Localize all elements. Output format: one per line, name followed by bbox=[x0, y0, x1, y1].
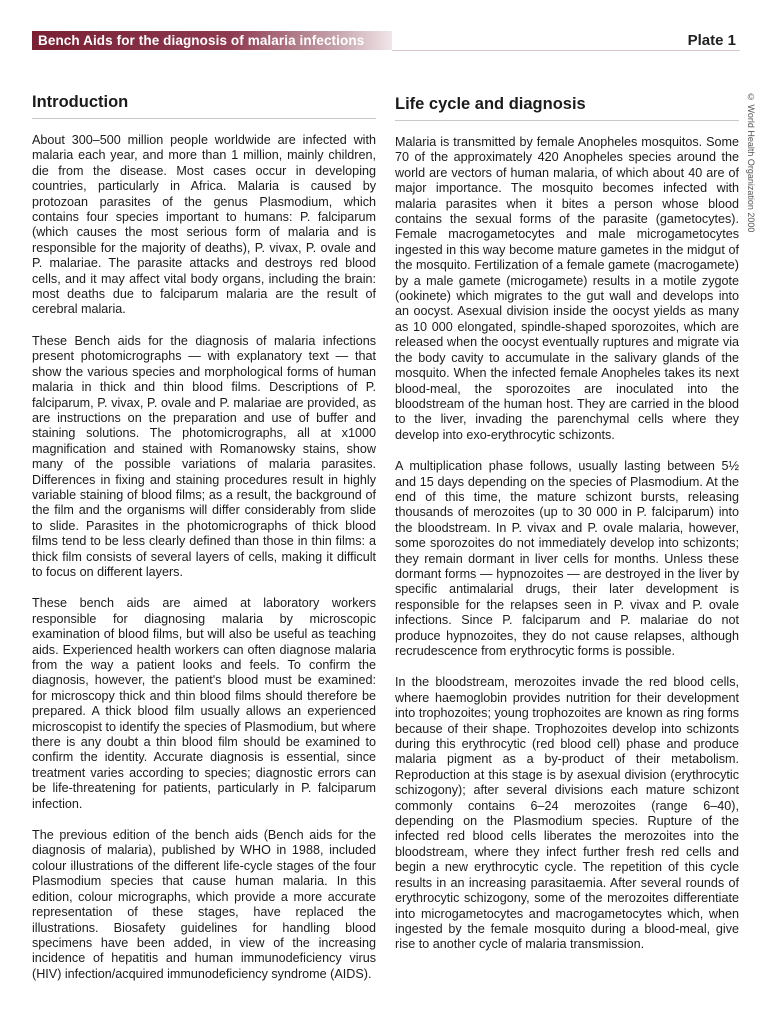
intro-paragraph-3: These bench aids are aimed at laboratory workers responsible for diagnosing malaria by microscopic examination of blood films, but will also be useful as teaching aids. Experienced health workers can often diagnose malaria from the way a patient looks and feels. To confirm the diagnosis, however, the patient's blood must be examined: for microscopy thick and thin blood films should therefore be prepared. A thick blood film usually allows an experienced microscopist to identify the species of Plasmodium, but where there is any doubt a thin blood film should be examined to confirm the identity. Accurate diagnosis is essential, since treatment varies according to species; diagnostic errors can be life-threatening for patients, particularly in P. falciparum infection. bbox=[32, 596, 376, 811]
introduction-column bbox=[32, 92, 376, 998]
intro-paragraph-4: The previous edition of the bench aids (Bench aids for the diagnosis of malaria), published by WHO in 1988, included colour illustrations of the different life-cycle stages of the four Plasmodium species that cause human malaria. In this edition, colour micrographs, which provide a more accurate representation of these stages, have replaced the illustrations. Biosafety guidelines for handling blood specimens have been added, in view of the increasing incidence of hepatitis and human immunodeficiency virus (HIV) infection/acquired immunodeficiency syndrome (AIDS). bbox=[32, 828, 376, 981]
intro-paragraph-1: About 300–500 million people worldwide are infected with malaria each year, and more than 1 million, mainly children, die from the disease. Most cases occur in developing countries, particularly in Africa. Malaria is caused by protozoan parasites of the genus Plasmodium, which contains four species important to humans: P. falciparum (which causes the most serious form of malaria and is responsible for the majority of deaths), P. vivax, P. ovale and P. malariae. The parasite attacks and destroys red blood cells, and it may affect vital body organs, including the brain: most deaths due to falciparum malaria are the result of cerebral malaria. bbox=[32, 133, 376, 317]
lifecycle-paragraph-2: A multiplication phase follows, usually lasting between 5½ and 15 days depending on the species of Plasmodium. At the end of this time, the mature schizont bursts, releasing thousands of merozoites (up to 30 000 in P. falciparum) into the bloodstream. In P. vivax and P. ovale malaria, however, some sporozoites do not immediately develop into schizonts; they remain dormant in liver cells for months. Unless these dormant forms — hypnozoites — are destroyed in the liver by specific antimalarial drugs, their later development is responsible for the relapses seen in P. vivax and P. ovale infections. Since P. falciparum and P. malariae do not produce hypnozoites, they do not cause relapses, although recrudescence from erythrocytic forms is possible. bbox=[395, 459, 739, 658]
intro-paragraph-2: These Bench aids for the diagnosis of malaria infections present photomicrographs — with explanatory text — that show the various species and morphological forms of human malaria in thick and thin blood films. Descriptions of P. falciparum, P. vivax, P. ovale and P. malariae are provided, as are instructions on the preparation and use of buffer and staining solutions. The photomicrographs, all at x1000 magnification and stained with Romanowsky stains, show many of the possible variations of malaria parasites. Differences in fixing and staining procedures result in highly variable staining of blood films; as a result, the background of the film and the organisms will differ considerably from slide to slide. Parasites in the photomicrographs of thick blood films tend to be less clearly defined than those in thin films: a thick film consists of several layers of cells, making it difficult to focus on different layers. bbox=[32, 333, 376, 579]
lifecycle-column bbox=[395, 92, 739, 969]
lifecycle-paragraph-1: Malaria is transmitted by female Anopheles mosquitos. Some 70 of the approximately 420 Anopheles species around the world are vectors of human malaria, of which about 40 are of major importance. The mosquito becomes infected with malaria parasites when it bites a person whose blood contains the sexual forms of the parasite (gametocytes). Female macrogametocytes and male microgametocytes ingested in this way become mature gametes in the midgut of the mosquito. Fertilization of a female gamete (macrogamete) by a male gamete (microgamete) results in a motile zygote (ookinete) which migrates to the gut wall and develops into an oocyst. Asexual division inside the oocyst yields as many as 10 000 elongated, spindle-shaped sporozoites, which are released when the oocyst eventually ruptures and migrate via the body cavity to accumulate in the salivary glands of the mosquito. When the infected female Anopheles takes its next blood-meal, the sporozoites are inoculated into the bloodstream of the human host. They are carried in the blood to the liver, invading the parenchymal cells where they develop into exo-erythrocytic schizonts. bbox=[395, 135, 739, 442]
introduction-heading: Introduction bbox=[32, 92, 376, 119]
copyright-notice: © World Health Organization 2000 bbox=[746, 92, 756, 233]
lifecycle-paragraph-3: In the bloodstream, merozoites invade the red blood cells, where haemoglobin provides nutrition for their development into trophozoites; young trophozoites are known as ring forms because of their shape. Trophozoites develop into schizonts during this erythrocytic (red blood cell) phase and produce malaria pigment as a by-product of their metabolism. Reproduction at this stage is by asexual division (erythrocytic schizogony); after several divisions each mature schizont commonly contains 6–24 merozoites (range 6–40), depending on the Plasmodium species. Rupture of the infected red blood cells liberates the merozoites into the bloodstream, where they infect further fresh red cells and begin a new erythrocytic cycle. The repetition of this cycle results in an increasing parasitaemia. After several rounds of erythrocytic schizogony, some of the merozoites differentiate into microgametocytes and macrogametocytes which, when ingested by the female mosquito during a blood-meal, give rise to another cycle of malaria transmission. bbox=[395, 675, 739, 952]
header-title: Bench Aids for the diagnosis of malaria infections bbox=[38, 33, 365, 48]
plate-label: Plate 1 bbox=[687, 32, 736, 49]
lifecycle-heading: Life cycle and diagnosis bbox=[395, 94, 739, 121]
header-rule bbox=[392, 50, 740, 51]
